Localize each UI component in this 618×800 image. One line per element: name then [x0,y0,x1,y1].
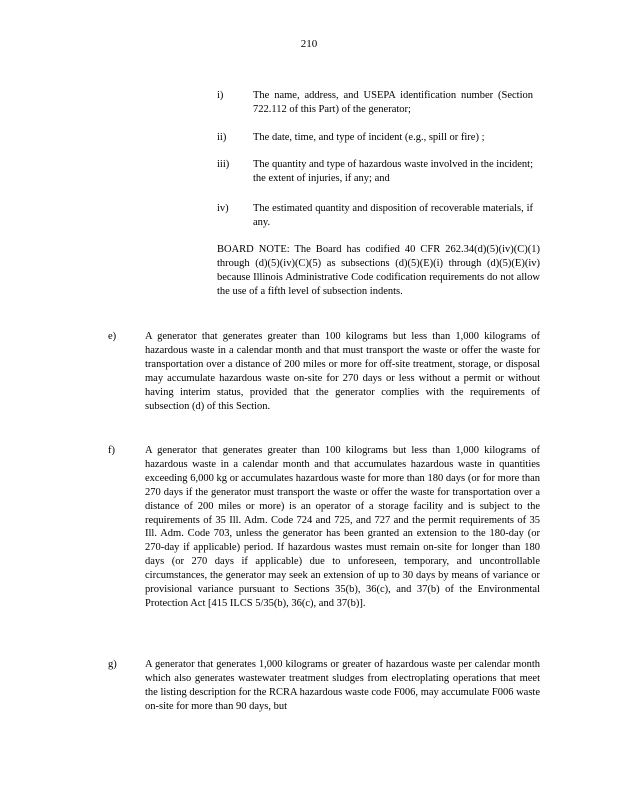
subsection-text: The estimated quantity and disposition of recoverable materials, if any. [253,203,533,228]
section-label: g) [108,659,117,670]
subsection-item [217,131,537,145]
section-text: A generator that generates greater than 100 kilograms but less than 1,000 kilograms of hazardous waste in a calendar month and that accumulates hazardous waste in quantities exceeding 6,000 kg or accumulates hazardous waste for more than 180 days (or for more than 270 days if the generator must transport the waste or offer the waste for transportation over a distance of 200 miles or more) is an operator of a storage facility and is subject to the requirements of 35 Ill. Adm. Code 724 and 725, and 727 and the permit requirements of 35 Ill. Adm. Code 703, unless the generator has been granted an extension to the 180-day (or 270-day if applicable) period. If hazardous wastes must remain on-site for longer than 180 days (or 270 days if applicable) due to unforeseen, temporary, and uncontrollable circumstances, the generator may seek an extension of up to 30 days by means of variance or provisional variance pursuant to Sections 35(b), 36(c), and 37(b) of the Environmental Protection Act [415 ILCS 5/35(b), 36(c), and 37(b)]. [145,445,540,609]
subsection-item [217,89,537,117]
subsection-item [217,158,537,186]
subsection-item [217,202,537,230]
section-item [108,658,540,714]
subsection-text: The date, time, and type of incident (e.g., spill or fire) ; [253,132,485,143]
subsection-label: iv) [217,203,229,214]
section-text: A generator that generates greater than 100 kilograms but less than 1,000 kilograms of hazardous waste in a calendar month and that must transport the waste or offer the waste for transportation over a distance of 200 miles or more for off-site treatment, storage, or disposal may accumulate hazardous waste on-site for 270 days or less without a permit or without having interim status, provided that the generator complies with the requirements of subsection (d) of this Section. [145,331,540,412]
section-label: e) [108,331,117,342]
section-item [108,330,540,413]
subsection-text: The quantity and type of hazardous waste involved in the incident; the extent of injuries, if any; and [253,159,533,184]
subsection-label: ii) [217,132,227,143]
board-note: BOARD NOTE: The Board has codified 40 CFR 262.34(d)(5)(iv)(C)(1) through (d)(5)(iv)(C)(5) as subsections (d)(5)(E)(i) through (d)(5)(E)(iv) because Illinois Administrative Code codification requirements do not allow the use of a fifth level of subsection indents. [217,244,540,297]
subsection-label: i) [217,90,224,101]
section-text: A generator that generates 1,000 kilograms or greater of hazardous waste per calendar month which also generates wastewater treatment sludges from electroplating operations that meet the listing description for the RCRA hazardous waste code F006, may accumulate F006 waste on-site for more than 90 days, but [145,659,540,712]
subsection-label: iii) [217,159,230,170]
section-label: f) [108,445,115,456]
subsection-text: The name, address, and USEPA identification number (Section 722.112 of this Part) of the generator; [253,90,533,115]
page-number: 210 [300,38,318,50]
section-item [108,444,540,611]
